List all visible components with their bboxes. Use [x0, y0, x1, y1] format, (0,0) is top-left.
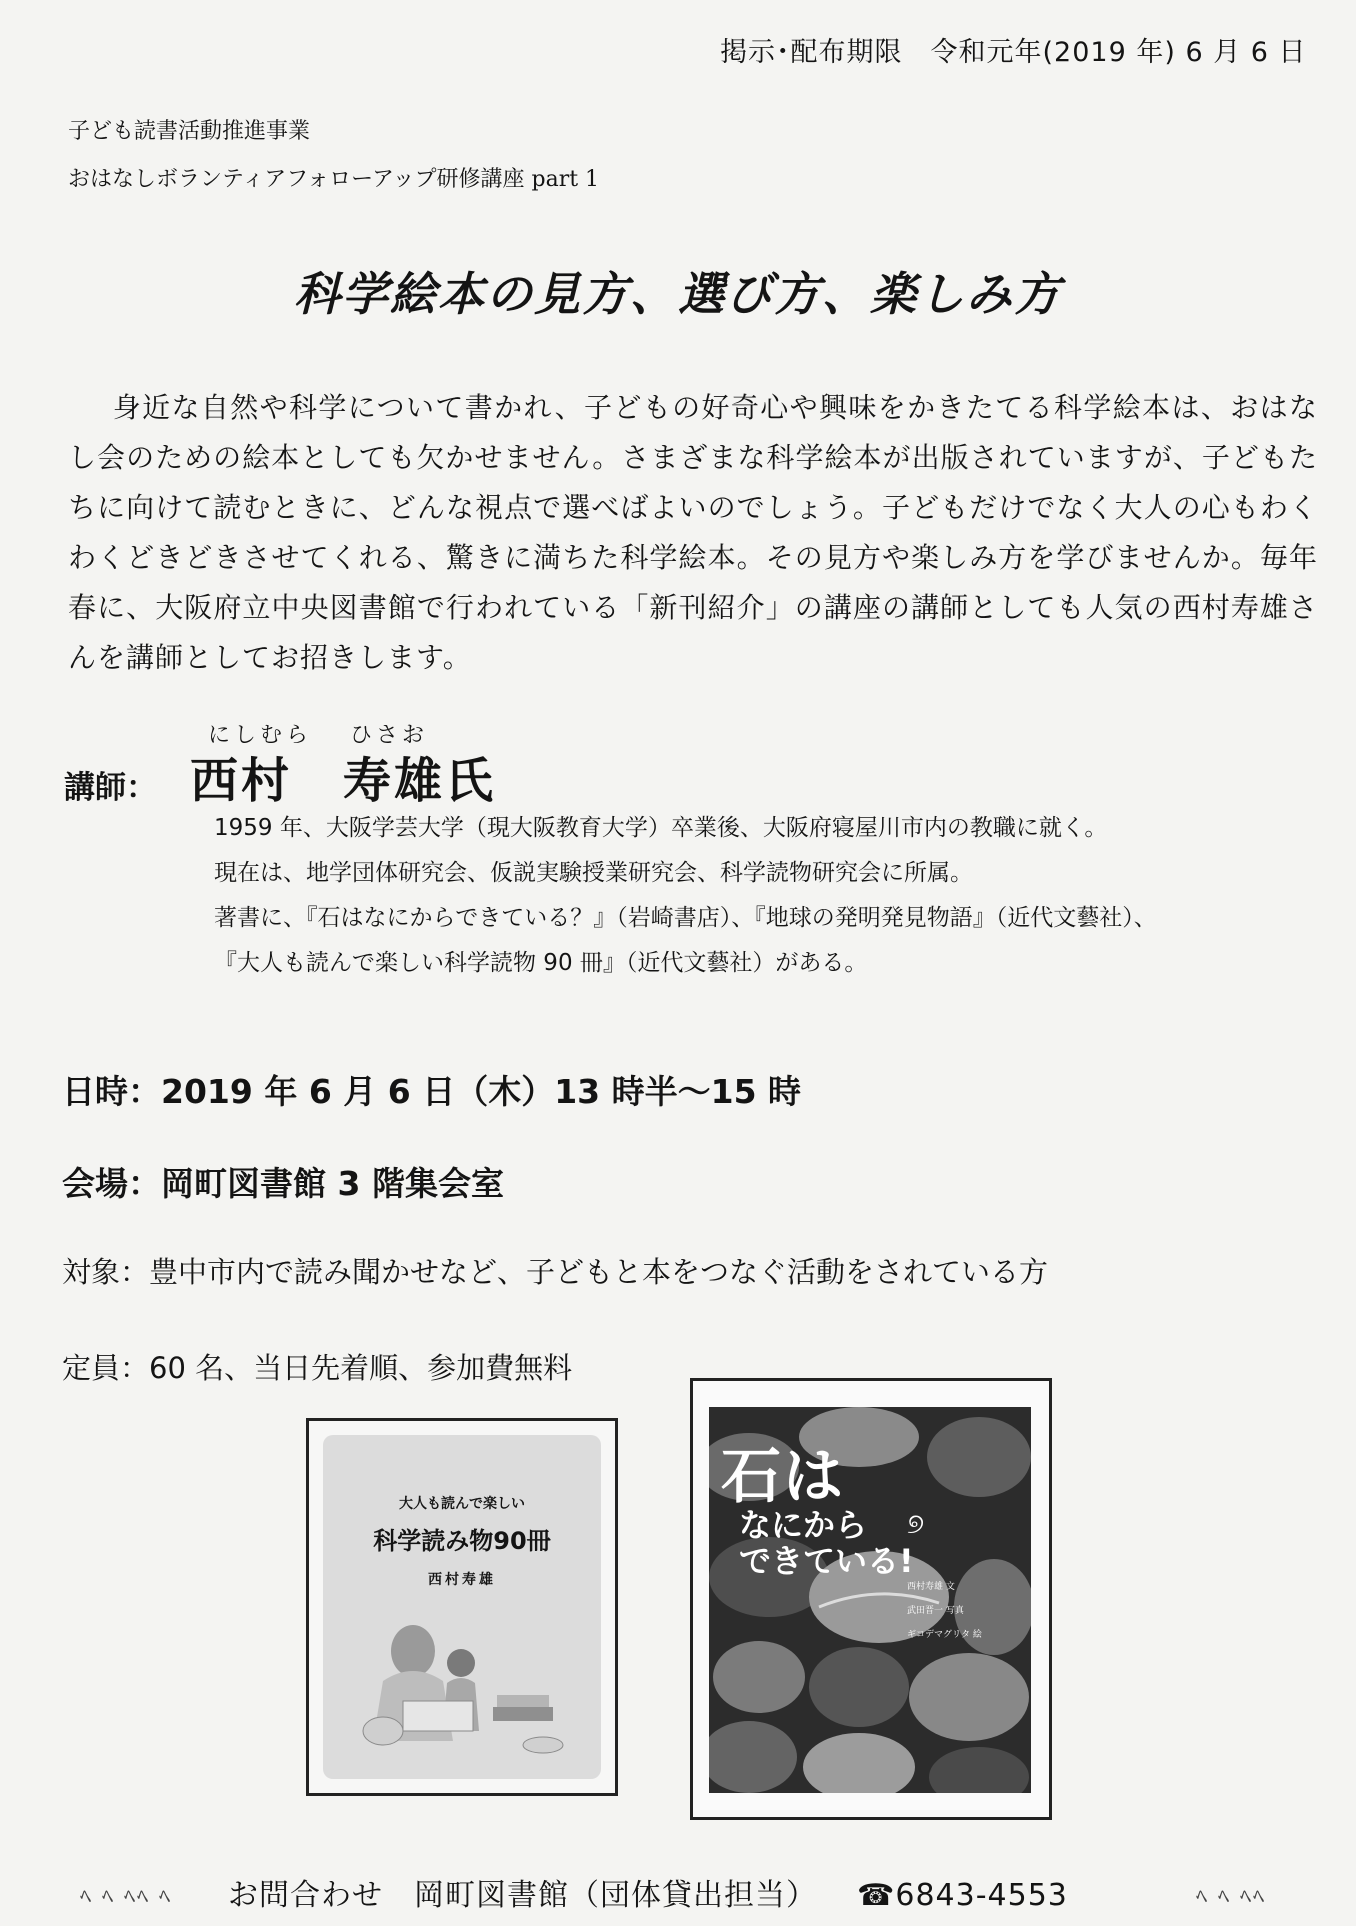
intro-paragraph: 身近な自然や科学について書かれ、子どもの好奇心や興味をかきたてる科学絵本は、おはなし会のための絵本としても欠かせません。さまざまな科学絵本が出版されていますが、子どもたちに向けて読むときに、どんな視点で選べばよいのでしょう。子どもだけでなく大人の心もわくわくどきどきさせてくれる、驚きに満ちた科学絵本。その見方や楽しみ方を学びませんか。毎年春に、大阪府立中央図書館で行われている「新刊紹介」の講座の講師としても人気の西村寿雄さんを講師としてお招きします。	[68, 391, 1318, 674]
book-title-line-1: 石は	[721, 1442, 845, 1512]
book-cover-stones	[690, 1378, 1052, 1820]
spiral-icon: ୭	[907, 1507, 925, 1540]
event-venue: 会場：岡町図書館 3 階集会室	[62, 1164, 504, 1203]
book-cover-science-reading-90	[306, 1418, 618, 1796]
phone-number: ☎6843-4553	[857, 1878, 1068, 1913]
lecturer-bio	[214, 806, 1157, 986]
book-credit: 武田晋一 写真	[907, 1606, 964, 1616]
bio-line: 『大人も読んで楽しい科学読物 90 冊』（近代文藝社）がある。	[214, 950, 868, 976]
book-credit: ギコデマグリタ 絵	[907, 1630, 982, 1640]
book-cover-panel	[323, 1435, 601, 1779]
book-credit: 西村寿雄 文	[907, 1582, 955, 1592]
reading-illustration	[343, 1611, 581, 1761]
program-line-2: おはなしボランティアフォローアップ研修講座 part 1	[68, 167, 600, 192]
lecturer-ruby-family: にしむら	[208, 723, 313, 748]
lecturer-name: 西村 寿雄氏	[190, 753, 497, 809]
event-date: 日時：2019 年 6 月 6 日（木）13 時半～15 時	[62, 1072, 802, 1111]
bio-line: 1959 年、大阪学芸大学（現大阪教育大学）卒業後、大阪府寝屋川市内の教職に就く。	[214, 815, 1108, 841]
program-header	[68, 108, 599, 204]
book-title-line-3: できている!	[739, 1542, 914, 1580]
event-capacity: 定員：60 名、当日先着順、参加費無料	[62, 1351, 573, 1385]
bio-line: 著書に、『石はなにからできている？』（岩崎書店）、『地球の発明発見物語』（近代文藝社）、	[214, 905, 1157, 931]
decorative-marks-left: ﾍ ﾍ ﾍﾍ ﾍ	[80, 1885, 172, 1910]
book-credits	[907, 1575, 982, 1647]
lecturer-label: 講師：	[64, 770, 157, 806]
lecturer-ruby-given: ひさお	[350, 723, 429, 748]
event-target: 対象：豊中市内で読み聞かせなど、子どもと本をつなぐ活動をされている方	[62, 1255, 1049, 1289]
book-title-line-2: なにから	[739, 1506, 868, 1544]
decorative-marks-right: ﾍ ﾍ ﾍﾍ	[1196, 1885, 1266, 1910]
contact-footer	[228, 1870, 1068, 1914]
bio-line: 現在は、地学団体研究会、仮説実験授業研究会、科学読物研究会に所属。	[214, 860, 973, 886]
book-subtitle: 大人も読んで楽しい	[399, 1496, 525, 1512]
contact-label: お問合わせ 岡町図書館（団体貸出担当）	[228, 1878, 817, 1913]
page-title: 科学絵本の見方、選び方、楽しみ方	[294, 267, 1062, 321]
book-author: 西村寿雄	[428, 1572, 496, 1588]
program-line-1: 子ども読書活動推進事業	[68, 119, 311, 144]
book-title: 科学読み物90冊	[373, 1527, 551, 1555]
book-cover-panel	[709, 1407, 1031, 1793]
posting-deadline: 掲示･配布期限 令和元年(2019 年) 6 月 6 日	[720, 37, 1307, 68]
book-title-lines	[739, 1507, 914, 1579]
